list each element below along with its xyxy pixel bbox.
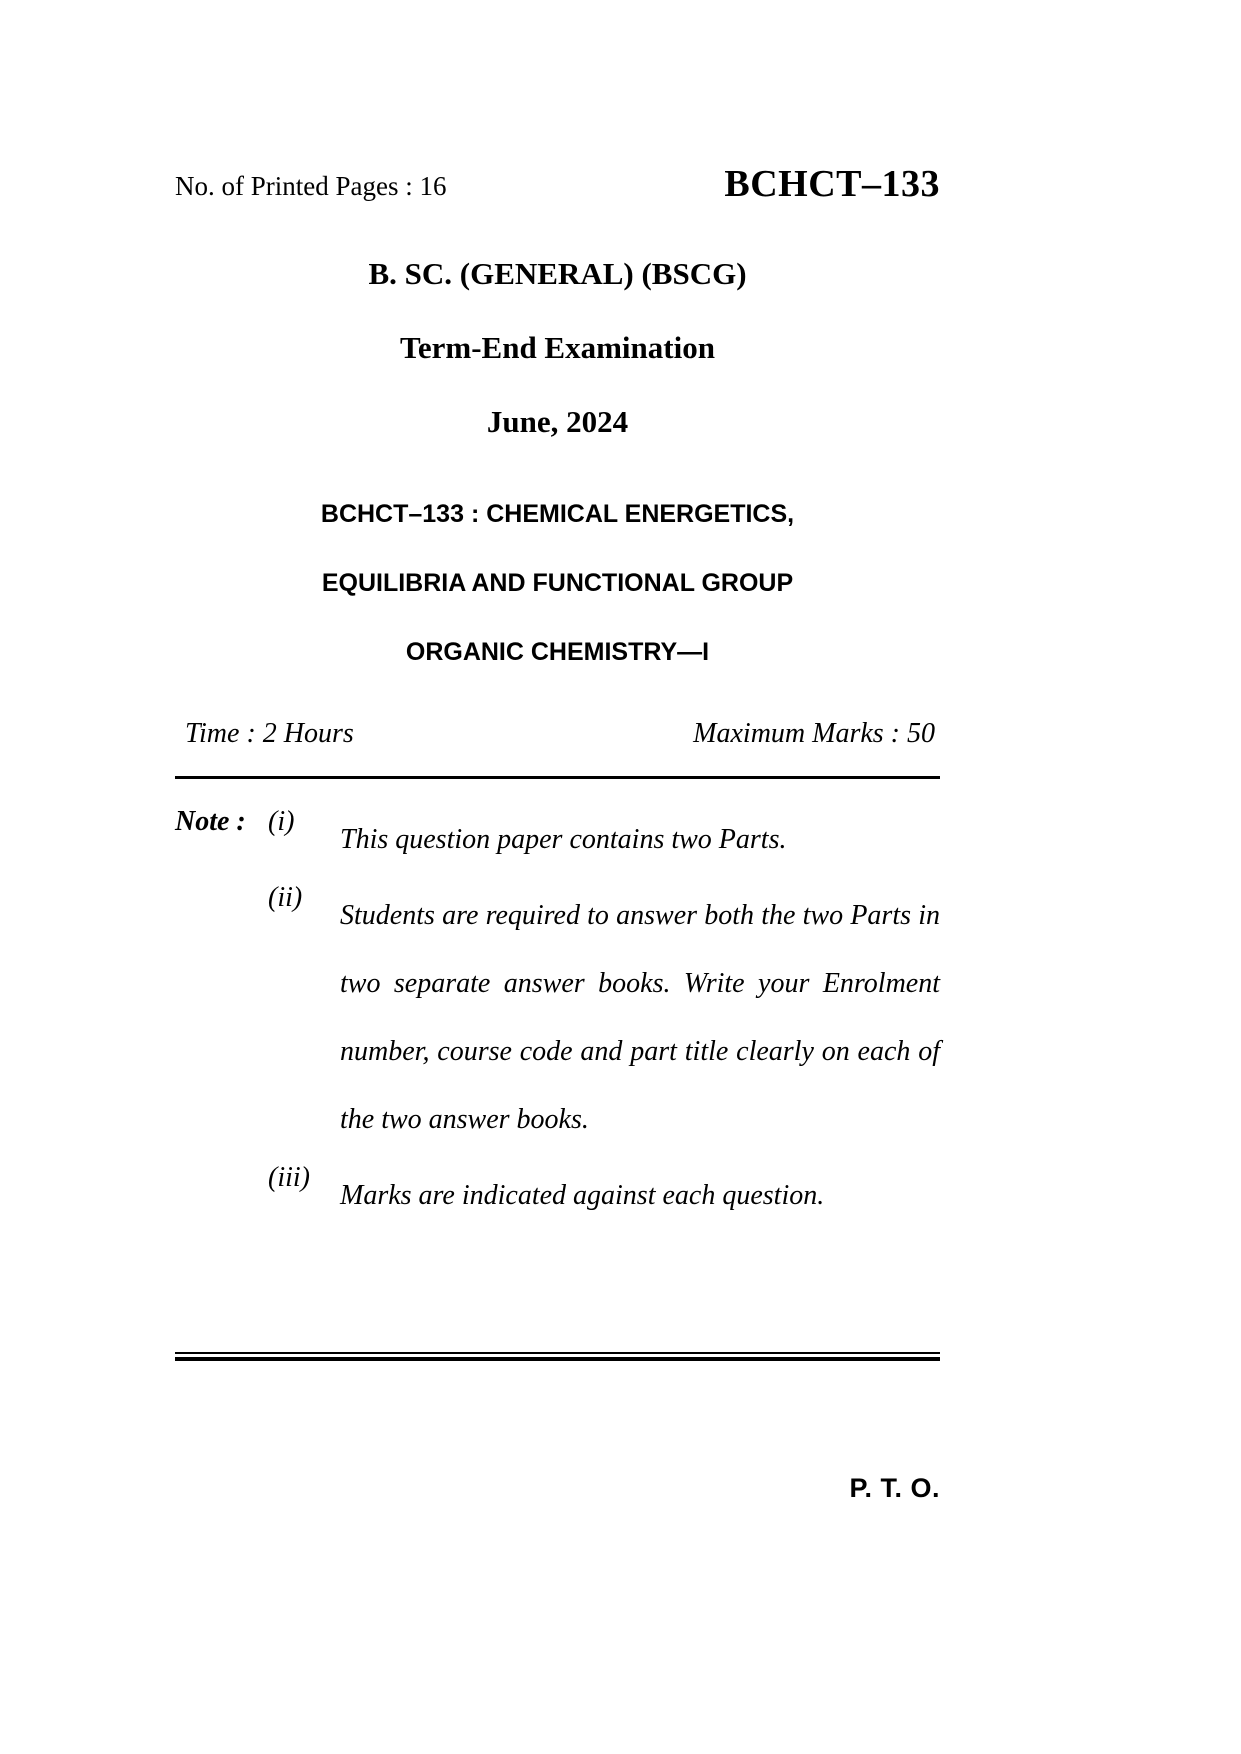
note-item bbox=[175, 882, 940, 1154]
note-text-iii: Marks are indicated against each question. bbox=[340, 1180, 825, 1211]
exam-meta-row bbox=[185, 720, 935, 754]
note-section bbox=[175, 806, 940, 1238]
note-marker-ii: (ii) bbox=[268, 882, 303, 913]
title-block bbox=[175, 258, 940, 480]
note-text-ii: Students are required to answer both the two Parts in two separate answer books. Write your Enrolment number, course code and part title clearly on each of the two answer books. bbox=[340, 900, 940, 1135]
header-divider bbox=[175, 776, 940, 779]
programme-title: B. SC. (GENERAL) (BSCG) bbox=[368, 256, 747, 291]
subject-title-line-2: EQUILIBRIA AND FUNCTIONAL GROUP bbox=[321, 569, 794, 597]
subject-title-line-3: ORGANIC CHEMISTRY—I bbox=[405, 638, 710, 666]
course-code: BCHCT–133 bbox=[724, 163, 940, 205]
examination-type: Term-End Examination bbox=[400, 330, 715, 365]
note-text-i: This question paper contains two Parts. bbox=[340, 824, 787, 855]
footer-divider-thin-line bbox=[175, 1352, 940, 1354]
subject-title-block bbox=[175, 502, 940, 709]
exam-duration: Time : 2 Hours bbox=[185, 718, 354, 749]
footer-divider-thick-line bbox=[175, 1357, 940, 1361]
examination-session: June, 2024 bbox=[486, 404, 629, 439]
footer-divider bbox=[175, 1352, 940, 1361]
page-header bbox=[175, 165, 940, 215]
note-marker-iii: (iii) bbox=[268, 1162, 310, 1193]
maximum-marks: Maximum Marks : 50 bbox=[693, 718, 935, 749]
note-marker-i: (i) bbox=[268, 806, 295, 837]
printed-pages-count: No. of Printed Pages : 16 bbox=[175, 171, 447, 201]
page-turn-over-label: P. T. O. bbox=[849, 1473, 940, 1503]
note-item bbox=[175, 1162, 940, 1230]
note-label: Note : bbox=[175, 806, 246, 837]
note-item bbox=[175, 806, 940, 874]
subject-title-line-1: BCHCT–133 : CHEMICAL ENERGETICS, bbox=[320, 500, 795, 528]
